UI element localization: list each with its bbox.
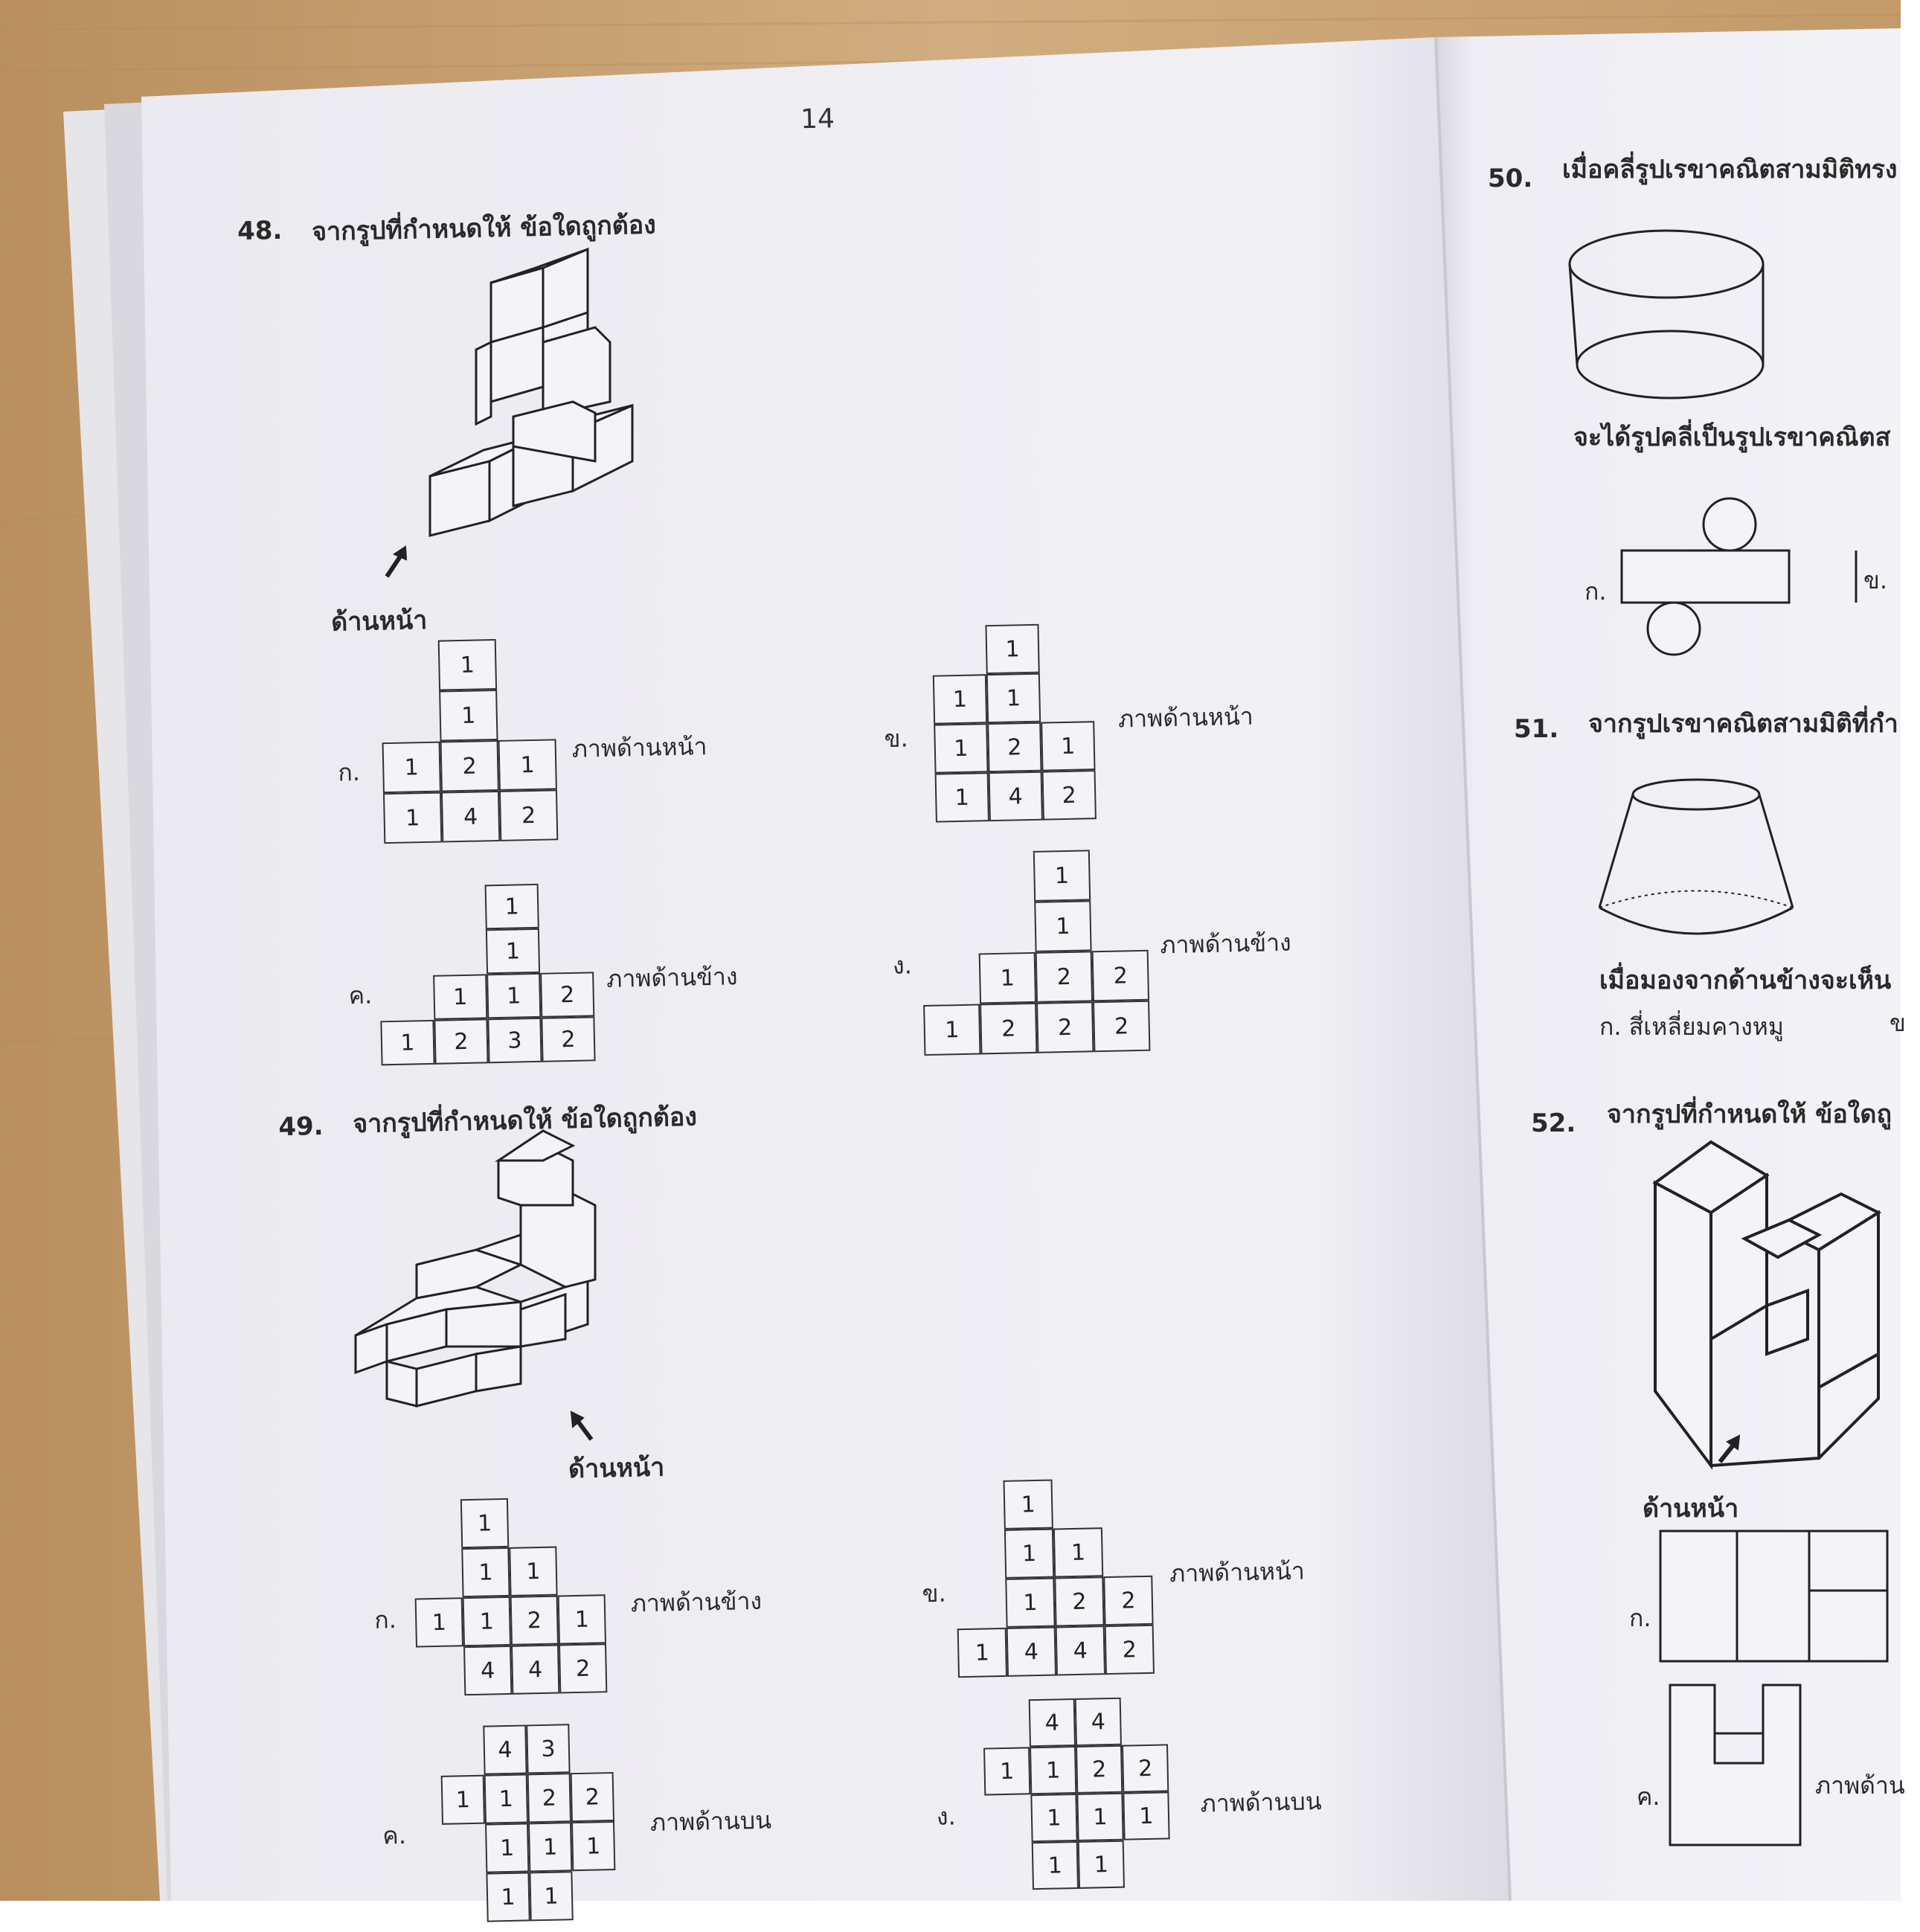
grid-cell: 1 xyxy=(528,1822,572,1872)
grid-cell xyxy=(443,1873,487,1923)
grid-cell xyxy=(556,1545,605,1595)
grid-cell: 1 xyxy=(463,1596,511,1646)
grid-cell xyxy=(497,688,556,740)
grid-cell: 1 xyxy=(1033,850,1091,902)
grid-cell xyxy=(1124,1839,1171,1887)
grid-cell xyxy=(556,1496,604,1546)
q50-option-a-letter: ก. xyxy=(1585,577,1607,606)
grid-cell: 2 xyxy=(1036,1001,1094,1053)
grid-cell: 4 xyxy=(1006,1627,1056,1677)
grid-cell: 1 xyxy=(935,772,989,822)
grid-cell: 1 xyxy=(433,974,487,1019)
q48-option-a-letter: ก. xyxy=(337,757,361,787)
grid-cell xyxy=(442,1824,486,1874)
q52-option-a-letter: ก. xyxy=(1629,1604,1651,1632)
grid-cell xyxy=(539,882,593,928)
page-number: 14 xyxy=(800,103,835,135)
grid-cell: 4 xyxy=(463,1646,512,1695)
grid-cell xyxy=(931,625,986,675)
grid-cell: 1 xyxy=(498,739,557,791)
grid-cell: 1 xyxy=(1030,1794,1077,1842)
grid-cell: 1 xyxy=(933,674,987,724)
q49-option-b-letter: ข. xyxy=(922,1579,947,1608)
grid-cell xyxy=(496,638,555,690)
grid-cell: 1 xyxy=(986,673,1041,723)
grid-cell: 4 xyxy=(1075,1698,1122,1746)
q52-option-c-letter: ค. xyxy=(1637,1782,1660,1811)
q49-option-d-grid xyxy=(983,1696,1171,1890)
q48-option-b-grid xyxy=(931,623,1096,822)
grid-cell: 1 xyxy=(934,723,988,773)
q48-option-c-letter: ค. xyxy=(348,981,373,1010)
grid-cell: 2 xyxy=(1103,1576,1153,1625)
q50-number: 50. xyxy=(1488,164,1533,193)
grid-cell xyxy=(921,902,978,954)
grid-cell: 1 xyxy=(1041,721,1095,771)
grid-cell: 1 xyxy=(460,1498,509,1548)
grid-cell: 1 xyxy=(983,1747,1030,1795)
grid-cell: 1 xyxy=(486,928,540,974)
grid-cell: 3 xyxy=(487,1018,542,1063)
q50-question-text: เมื่อคลี่รูปเรขาคณิตสามมิติทรง xyxy=(1562,155,1898,184)
grid-cell: 1 xyxy=(1053,1527,1103,1577)
grid-cell: 4 xyxy=(1056,1625,1105,1675)
q51-question-text: จากรูปเรขาคณิตสามมิติที่กำ xyxy=(1588,709,1898,739)
q49-option-d-letter: ง. xyxy=(936,1802,957,1831)
grid-cell: 2 xyxy=(499,789,558,841)
q52-option-c-caption: ภาพด้าน xyxy=(1815,1771,1905,1800)
grid-cell: 2 xyxy=(1122,1744,1169,1792)
grid-cell: 1 xyxy=(1004,1529,1054,1579)
q48-option-c-caption: ภาพด้านข้าง xyxy=(606,962,738,993)
grid-cell: 4 xyxy=(441,791,500,843)
grid-cell xyxy=(414,1548,462,1598)
grid-cell: 1 xyxy=(439,690,498,742)
q49-option-c-caption: ภาพด้านบน xyxy=(649,1806,772,1837)
q48-option-a-caption: ภาพด้านหน้า xyxy=(571,732,707,763)
grid-cell: 1 xyxy=(441,1775,485,1825)
grid-cell: 4 xyxy=(483,1724,527,1774)
grid-cell: 4 xyxy=(989,771,1043,821)
q51-number: 51. xyxy=(1514,714,1559,744)
q49-option-a-letter: ก. xyxy=(373,1605,397,1634)
grid-cell xyxy=(1101,1477,1151,1527)
grid-cell: 1 xyxy=(1034,900,1091,952)
q48-option-a-grid xyxy=(380,638,559,844)
grid-cell: 2 xyxy=(1036,951,1093,1003)
grid-cell xyxy=(955,1530,1005,1579)
grid-cell: 2 xyxy=(541,1016,595,1062)
grid-cell: 2 xyxy=(434,1018,488,1064)
grid-cell xyxy=(1038,623,1093,673)
q52-front-label: ด้านหน้า xyxy=(1643,1494,1739,1524)
grid-cell xyxy=(379,931,433,976)
grid-cell: 1 xyxy=(486,1872,530,1922)
grid-cell: 1 xyxy=(923,1004,980,1056)
grid-cell: 2 xyxy=(1105,1625,1155,1675)
grid-cell xyxy=(569,1723,613,1773)
grid-cell xyxy=(378,886,432,931)
grid-cell xyxy=(440,1726,484,1776)
grid-cell: 2 xyxy=(1042,770,1097,820)
q48-option-c-grid xyxy=(378,882,596,1065)
grid-cell: 1 xyxy=(484,1774,528,1823)
grid-cell: 1 xyxy=(558,1594,606,1644)
grid-cell: 2 xyxy=(527,1773,571,1823)
q52-question-text: จากรูปที่กำหนดให้ ข้อใดถู xyxy=(1607,1100,1892,1129)
grid-cell: 1 xyxy=(957,1628,1007,1678)
grid-cell: 2 xyxy=(1093,1001,1150,1053)
grid-cell xyxy=(983,1699,1030,1748)
grid-cell: 1 xyxy=(383,792,442,844)
grid-cell: 1 xyxy=(485,884,539,929)
grid-cell xyxy=(986,1842,1033,1890)
grid-cell: 1 xyxy=(979,952,1036,1004)
grid-cell: 1 xyxy=(380,1020,434,1065)
q51-subtext: เมื่อมองจากด้านข้างจะเห็น xyxy=(1599,966,1892,995)
grid-cell xyxy=(432,929,487,975)
q48-option-d-grid xyxy=(920,849,1151,1056)
q49-question-text: จากรูปที่กำหนดให้ ข้อใดถูกต้อง xyxy=(352,1102,698,1140)
grid-cell: 2 xyxy=(440,740,499,792)
q49-number: 49. xyxy=(277,1111,324,1143)
grid-cell: 1 xyxy=(1030,1746,1076,1794)
grid-cell: 4 xyxy=(511,1645,559,1695)
grid-cell: 1 xyxy=(1076,1793,1123,1841)
grid-cell xyxy=(413,1499,461,1549)
grid-cell xyxy=(1052,1478,1102,1528)
grid-cell: 1 xyxy=(1078,1840,1125,1889)
q48-option-b-caption: ภาพด้านหน้า xyxy=(1117,702,1254,734)
q48-question-text: จากรูปที่กำหนดให้ ข้อใดถูกต้อง xyxy=(311,210,657,248)
q52-number: 52. xyxy=(1531,1108,1576,1138)
grid-cell xyxy=(1091,899,1148,951)
grid-cell xyxy=(956,1579,1006,1628)
grid-cell xyxy=(416,1646,464,1696)
grid-cell: 1 xyxy=(438,639,497,691)
grid-cell xyxy=(984,1794,1031,1843)
grid-cell xyxy=(380,641,439,693)
grid-cell xyxy=(977,851,1034,903)
grid-cell: 1 xyxy=(487,973,541,1018)
grid-cell xyxy=(920,853,977,905)
grid-cell xyxy=(1121,1696,1168,1745)
grid-cell: 1 xyxy=(571,1821,615,1871)
q49-option-c-letter: ค. xyxy=(382,1820,407,1850)
grid-cell xyxy=(977,902,1035,954)
grid-cell xyxy=(431,885,486,930)
grid-cell: 2 xyxy=(1054,1576,1104,1626)
grid-cell xyxy=(572,1870,616,1920)
grid-cell xyxy=(1040,672,1094,722)
grid-cell xyxy=(954,1480,1004,1530)
q48-option-b-letter: ข. xyxy=(884,724,909,754)
grid-cell xyxy=(539,927,594,972)
grid-cell: 1 xyxy=(1032,1841,1079,1890)
grid-cell: 2 xyxy=(1076,1745,1123,1794)
grid-cell: 1 xyxy=(382,742,441,794)
grid-cell: 2 xyxy=(510,1596,559,1646)
grid-cell: 2 xyxy=(987,722,1041,772)
grid-cell: 2 xyxy=(559,1643,607,1693)
q48-front-label: ด้านหน้า xyxy=(330,605,428,638)
grid-cell: 2 xyxy=(1092,950,1149,1002)
grid-cell: 2 xyxy=(540,972,594,1017)
q49-front-label: ด้านหน้า xyxy=(568,1452,665,1485)
grid-cell: 2 xyxy=(571,1772,614,1822)
grid-cell: 1 xyxy=(509,1547,557,1596)
grid-cell xyxy=(922,953,980,1005)
grid-cell xyxy=(1102,1527,1152,1576)
q48-option-d-caption: ภาพด้านข้าง xyxy=(1160,928,1292,960)
q48-option-d-letter: ง. xyxy=(892,951,913,980)
q49-option-b-caption: ภาพด้านหน้า xyxy=(1169,1556,1306,1588)
grid-cell: 1 xyxy=(985,624,1039,674)
grid-cell: 3 xyxy=(526,1724,570,1774)
q48-number: 48. xyxy=(237,215,283,247)
q51-option-b-letter: ข xyxy=(1890,1009,1906,1037)
grid-cell: 1 xyxy=(1005,1578,1055,1628)
grid-cell: 1 xyxy=(1123,1791,1169,1840)
grid-cell xyxy=(381,691,440,743)
q49-option-d-caption: ภาพด้านบน xyxy=(1200,1787,1322,1818)
grid-cell: 1 xyxy=(1004,1480,1053,1530)
q51-option-a: ก. สี่เหลี่ยมคางหมู xyxy=(1599,1012,1784,1041)
grid-cell: 2 xyxy=(980,1003,1037,1055)
q49-option-a-grid xyxy=(413,1496,607,1696)
q49-option-c-grid xyxy=(440,1723,616,1923)
grid-cell: 1 xyxy=(461,1547,510,1597)
grid-cell xyxy=(379,975,434,1021)
grid-cell: 4 xyxy=(1029,1698,1076,1747)
grid-cell: 1 xyxy=(529,1871,573,1921)
grid-cell: 1 xyxy=(485,1823,529,1872)
grid-cell xyxy=(1090,849,1147,901)
q50-subtext: จะได้รูปคลี่เป็นรูปเรขาคณิตส xyxy=(1573,423,1891,452)
grid-cell xyxy=(508,1498,556,1547)
q49-option-b-grid xyxy=(954,1477,1155,1678)
q49-option-a-caption: ภาพด้านข้าง xyxy=(630,1586,762,1618)
grid-cell: 1 xyxy=(415,1597,463,1647)
q50-option-b-letter: ข. xyxy=(1863,566,1888,594)
